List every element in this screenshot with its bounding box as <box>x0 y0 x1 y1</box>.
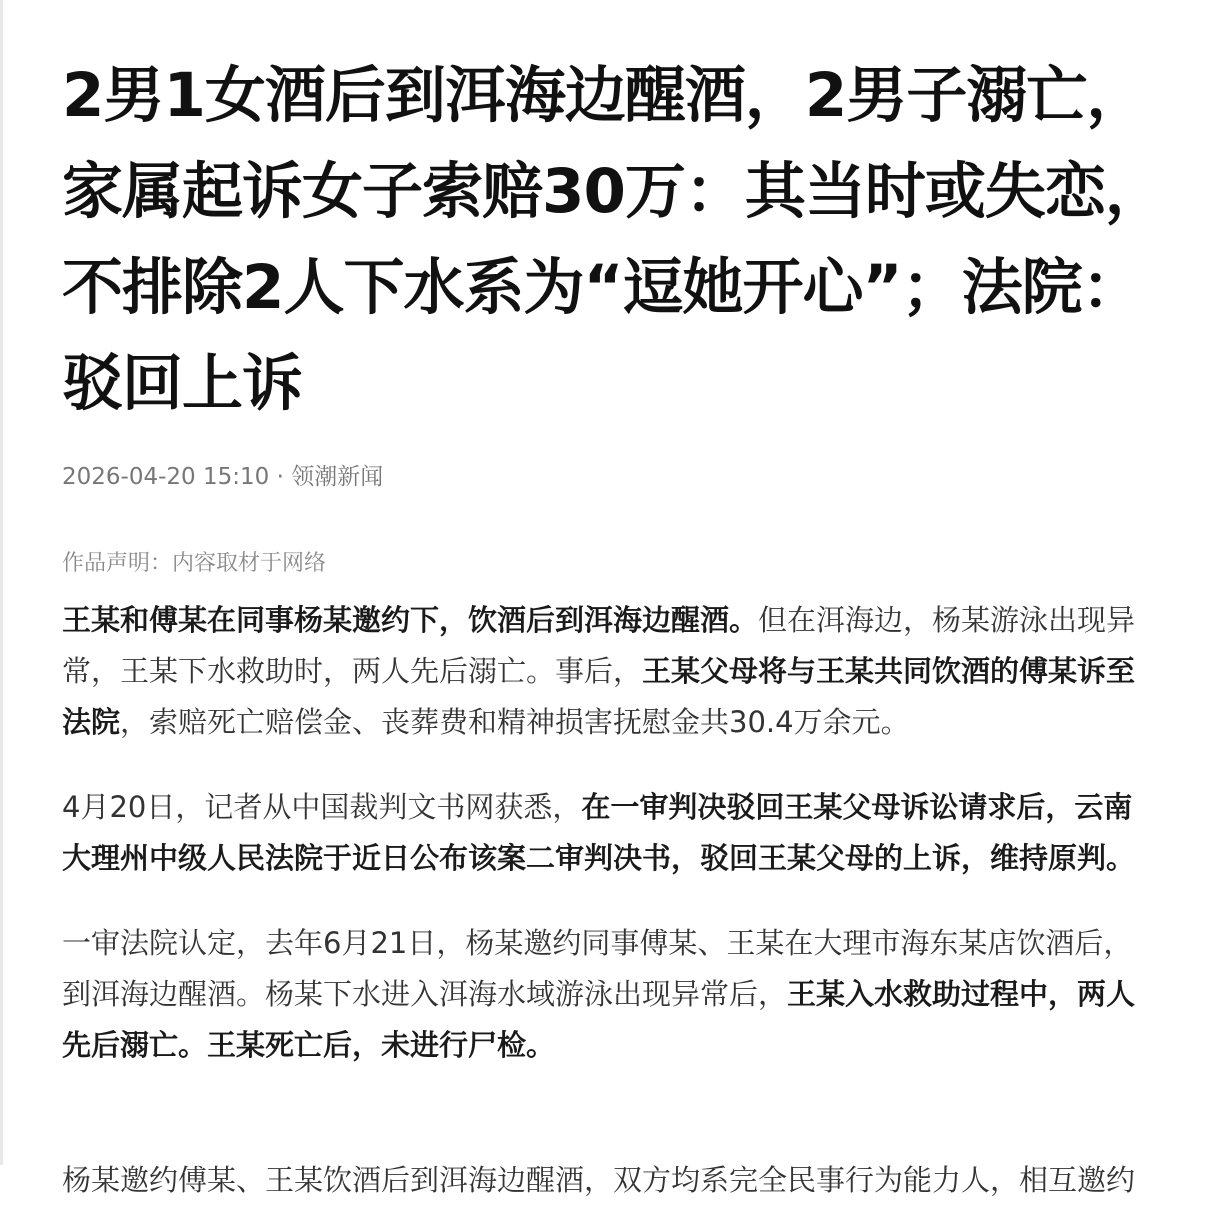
paragraph-4 <box>62 1155 1135 1206</box>
paragraph-line <box>62 595 1135 646</box>
article-meta: 2026-04-20 15:10 · 领潮新闻 <box>62 464 384 490</box>
body-text: ，索赔死亡赔偿金、丧葬费和精神损害抚慰金共30.4万余元。 <box>120 705 910 739</box>
title-line: 驳回上诉 <box>62 348 303 419</box>
content-notice: 作品声明：内容取材于网络 <box>62 551 327 576</box>
bold-text: 在一审判决驳回王某父母诉讼请求后，云南 <box>581 790 1133 824</box>
article <box>62 48 1217 1197</box>
paragraph-line <box>62 969 1135 1020</box>
title-line: 家属起诉女子索赔30万：其当时或失恋， <box>62 156 1165 227</box>
bold-text: 法院 <box>62 705 121 739</box>
body-text: 4月20日，记者从中国裁判文书网获悉， <box>62 790 582 824</box>
paragraph-1 <box>62 595 1135 748</box>
paragraph-line <box>62 646 1135 697</box>
body-text: 到洱海边醒酒。杨某下水进入洱海水域游泳出现异常后， <box>62 977 788 1011</box>
paragraph-line <box>62 782 1135 833</box>
paragraph-line <box>62 697 1135 748</box>
bold-text: 王某和傅某在同事杨某邀约下，饮酒后到洱海边醒酒。 <box>62 603 759 637</box>
paragraph-line <box>62 1020 1135 1071</box>
body-text: 一审法院认定，去年6月21日，杨某邀约同事傅某、王某在大理市海东某店饮酒后， <box>62 926 1133 960</box>
paragraph-3 <box>62 918 1135 1071</box>
title-line: 2男1女酒后到洱海边醒酒，2男子溺亡， <box>62 60 1147 131</box>
page-left-border <box>0 0 3 1165</box>
bold-text: 王某父母将与王某共同饮酒的傅某诉至 <box>642 654 1136 688</box>
paragraph-line <box>62 1155 1135 1206</box>
bold-text: 先后溺亡。王某死亡后，未进行尸检。 <box>62 1028 556 1062</box>
body-text: 常，王某下水救助时，两人先后溺亡。事后， <box>62 654 643 688</box>
paragraph-line <box>62 833 1135 884</box>
title-line: 不排除2人下水系为“逗她开心”；法院： <box>62 252 1142 323</box>
paragraph-2 <box>62 782 1135 884</box>
body-text: 杨某邀约傅某、王某饮酒后到洱海边醒酒，双方均系完全民事行为能力人，相互邀约 <box>62 1163 1136 1197</box>
bold-text: 大理州中级人民法院于近日公布该案二审判决书，驳回王某父母的上诉，维持原判。 <box>62 841 1136 875</box>
bold-text: 王某入水救助过程中，两人 <box>787 977 1136 1011</box>
article-title <box>62 48 1212 432</box>
body-text: 但在洱海边，杨某游泳出现异 <box>758 603 1136 637</box>
paragraph-line <box>62 918 1135 969</box>
